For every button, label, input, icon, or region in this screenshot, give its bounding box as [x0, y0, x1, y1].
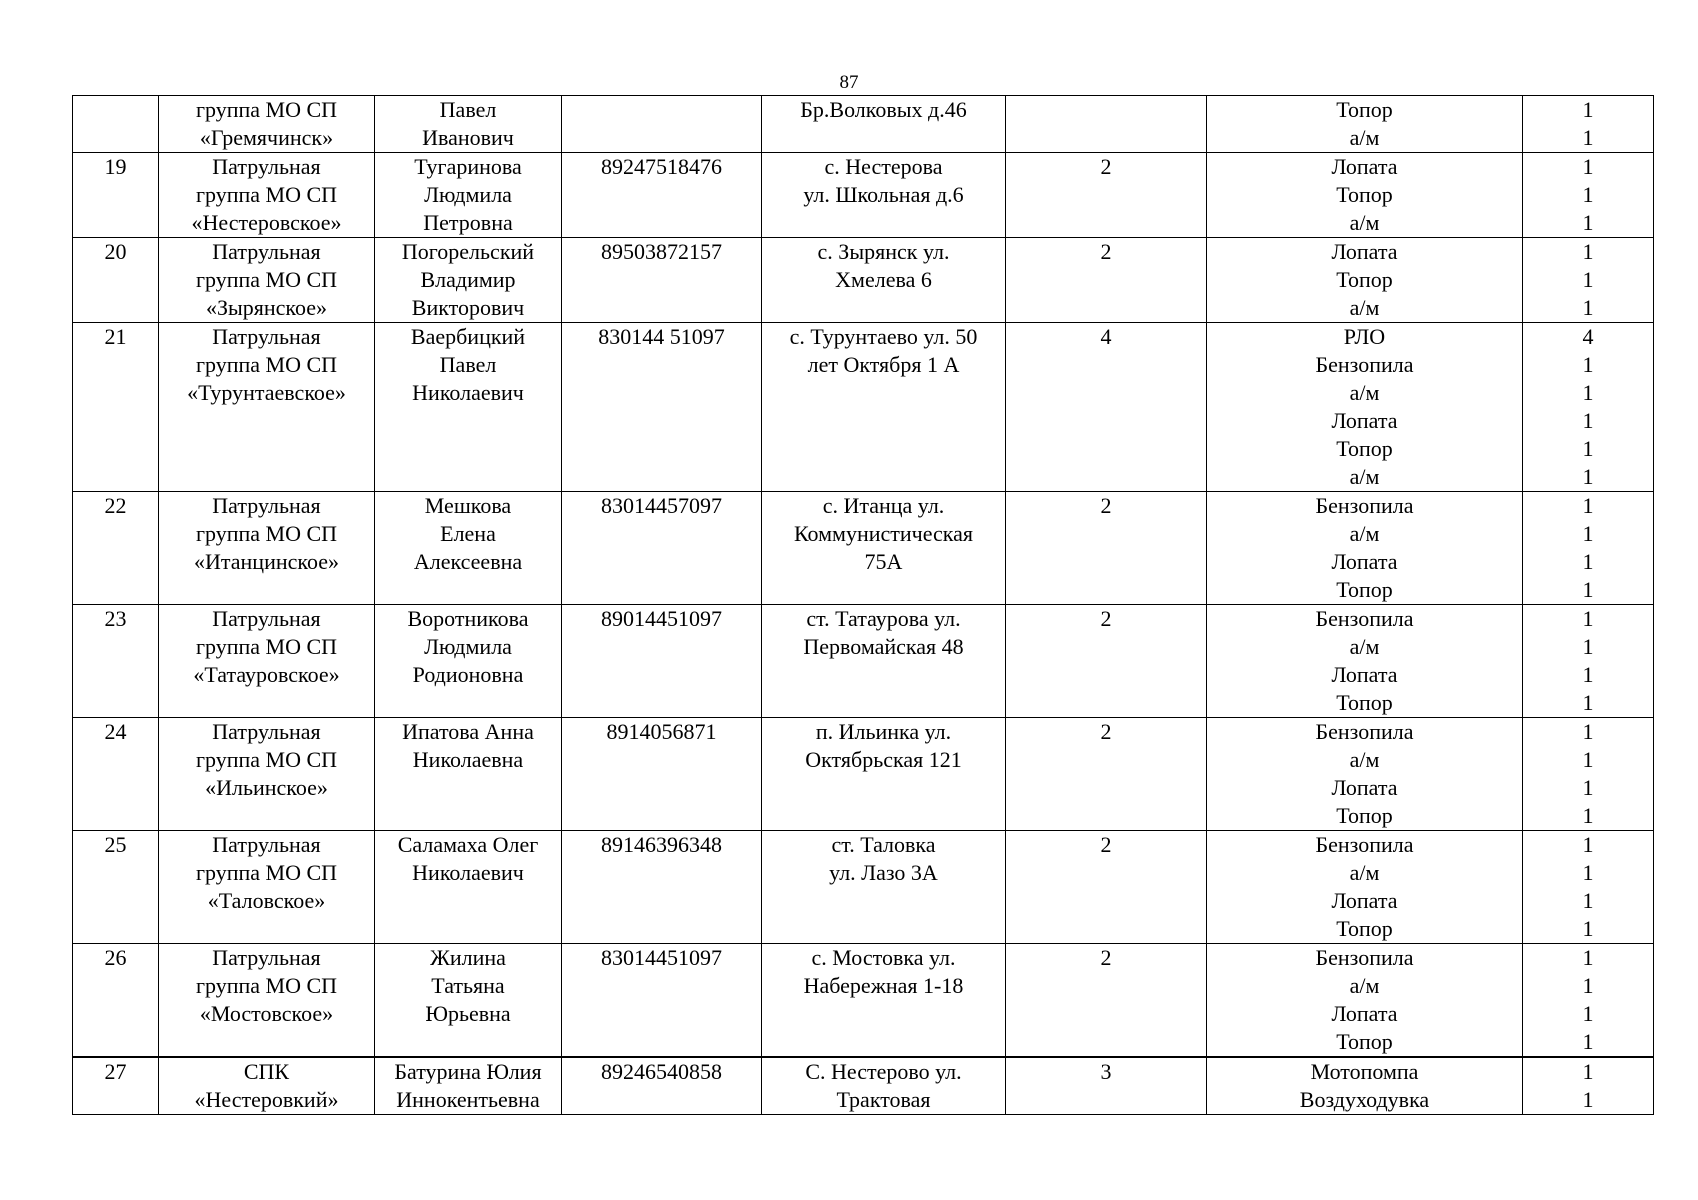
organization-line: Патрульная	[212, 719, 321, 744]
equipment-cell	[1207, 1057, 1523, 1115]
organization-line: группа МО СП	[195, 182, 338, 207]
staff-count-cell	[1006, 323, 1207, 492]
responsible-person-cell	[375, 944, 562, 1058]
responsible-person-line: Мешкова	[424, 493, 512, 518]
quantity-line: 1	[1582, 239, 1594, 264]
equipment-line: РЛО	[1343, 324, 1386, 349]
staff-count-line: 4	[1100, 324, 1112, 349]
responsible-person-cell	[375, 323, 562, 492]
organization-line: Патрульная	[212, 324, 321, 349]
phone-cell	[562, 944, 762, 1058]
equipment-line: Мотопомпа	[1310, 1059, 1419, 1084]
responsible-person-line: Викторович	[411, 295, 525, 320]
quantity-line: 4	[1582, 324, 1594, 349]
staff-count-line: 2	[1100, 945, 1112, 970]
responsible-person-line: Саламаха Олег	[397, 832, 539, 857]
phone-line: 83014451097	[601, 945, 722, 970]
quantity-line: 1	[1582, 97, 1594, 122]
organization-line: группа МО СП	[195, 634, 338, 659]
quantity-line: 1	[1582, 690, 1594, 715]
quantity-cell	[1523, 153, 1654, 238]
page-number: 87	[839, 72, 859, 93]
address-line: ст. Таловка	[831, 832, 936, 857]
equipment-cell	[1207, 944, 1523, 1058]
responsible-person-line: Родионовна	[412, 662, 524, 687]
row-number-cell	[73, 1057, 159, 1115]
quantity-line: 1	[1582, 380, 1594, 405]
quantity-line: 1	[1582, 549, 1594, 574]
row-number-line: 27	[104, 1059, 127, 1084]
responsible-person-line: Ваербицкий	[410, 324, 526, 349]
address-line: Бр.Волковых д.46	[800, 97, 967, 122]
quantity-line: 1	[1582, 210, 1594, 235]
equipment-line: Лопата	[1331, 888, 1398, 913]
responsible-person-line: Николаевич	[412, 860, 524, 885]
responsible-person-cell	[375, 718, 562, 831]
equipment-line: Бензопила	[1315, 719, 1414, 744]
address-cell	[762, 1057, 1006, 1115]
equipment-line: Лопата	[1331, 154, 1398, 179]
row-number-cell	[73, 492, 159, 605]
row-number-cell	[73, 238, 159, 323]
quantity-line: 1	[1582, 493, 1594, 518]
quantity-line: 1	[1582, 634, 1594, 659]
quantity-line: 1	[1582, 577, 1594, 602]
equipment-line: а/м	[1349, 125, 1380, 150]
quantity-cell	[1523, 831, 1654, 944]
row-number-cell	[73, 944, 159, 1058]
address-cell	[762, 153, 1006, 238]
organization-line: «Гремячинск»	[199, 125, 334, 150]
address-line: ул. Школьная д.6	[803, 182, 964, 207]
row-number-line: 19	[104, 154, 127, 179]
staff-count-line: 3	[1100, 1059, 1112, 1084]
organization-line: Патрульная	[212, 945, 321, 970]
equipment-cell	[1207, 492, 1523, 605]
organization-cell	[159, 153, 375, 238]
organization-cell	[159, 238, 375, 323]
staff-count-cell	[1006, 492, 1207, 605]
organization-line: Патрульная	[212, 832, 321, 857]
address-line: с. Турунтаево ул. 50	[789, 324, 978, 349]
organization-line: «Татауровское»	[193, 662, 340, 687]
equipment-cell	[1207, 605, 1523, 718]
row-number-cell	[73, 831, 159, 944]
organization-cell	[159, 944, 375, 1058]
staff-count-line: 2	[1100, 154, 1112, 179]
responsible-person-cell	[375, 831, 562, 944]
organization-line: группа МО СП	[195, 267, 338, 292]
equipment-line: Топор	[1336, 97, 1393, 122]
address-line: Октябрьская 121	[805, 747, 962, 772]
organization-cell	[159, 96, 375, 153]
row-number-line: 22	[104, 493, 127, 518]
table-row	[73, 492, 1654, 605]
organization-line: «Мостовское»	[199, 1001, 334, 1026]
quantity-line: 1	[1582, 888, 1594, 913]
quantity-line: 1	[1582, 295, 1594, 320]
row-number-cell	[73, 153, 159, 238]
equipment-line: а/м	[1349, 860, 1380, 885]
equipment-line: Топор	[1336, 182, 1393, 207]
equipment-line: Топор	[1336, 577, 1393, 602]
row-number-line: 23	[104, 606, 127, 631]
staff-count-cell	[1006, 1057, 1207, 1115]
address-line: с. Зырянск ул.	[817, 239, 950, 264]
equipment-cell	[1207, 153, 1523, 238]
quantity-cell	[1523, 718, 1654, 831]
responsible-person-line: Жилина	[430, 945, 506, 970]
responsible-person-line: Тугаринова	[414, 154, 522, 179]
staff-count-line: 2	[1100, 832, 1112, 857]
equipment-line: Лопата	[1331, 662, 1398, 687]
staff-count-cell	[1006, 153, 1207, 238]
staff-count-cell	[1006, 944, 1207, 1058]
organization-line: Патрульная	[212, 154, 321, 179]
equipment-line: а/м	[1349, 634, 1380, 659]
staff-count-cell	[1006, 718, 1207, 831]
row-number-line: 26	[104, 945, 127, 970]
row-number-cell	[73, 718, 159, 831]
table-row	[73, 718, 1654, 831]
organization-cell	[159, 831, 375, 944]
responsible-person-line: Татьяна	[431, 973, 505, 998]
quantity-line: 1	[1582, 973, 1594, 998]
phone-line: 8914056871	[606, 719, 717, 744]
organization-line: СПК	[243, 1059, 290, 1084]
responsible-person-cell	[375, 96, 562, 153]
address-line: с. Итанца ул.	[822, 493, 945, 518]
staff-count-line: 2	[1100, 239, 1112, 264]
responsible-person-line: Николаевна	[412, 747, 524, 772]
phone-cell	[562, 153, 762, 238]
equipment-line: Топор	[1336, 803, 1393, 828]
quantity-line: 1	[1582, 1001, 1594, 1026]
equipment-cell	[1207, 831, 1523, 944]
responsible-person-line: Погорельский	[401, 239, 535, 264]
address-line: ст. Татаурова ул.	[806, 606, 961, 631]
quantity-line: 1	[1582, 606, 1594, 631]
quantity-line: 1	[1582, 860, 1594, 885]
organization-line: «Зырянское»	[205, 295, 328, 320]
organization-line: группа МО СП	[195, 97, 338, 122]
quantity-line: 1	[1582, 521, 1594, 546]
equipment-line: Лопата	[1331, 1001, 1398, 1026]
table-row	[73, 238, 1654, 323]
address-line: С. Нестерово ул.	[805, 1059, 962, 1084]
address-cell	[762, 944, 1006, 1058]
equipment-line: Воздуходувка	[1299, 1087, 1430, 1112]
phone-line: 89246540858	[601, 1059, 722, 1084]
responsible-person-line: Ипатова Анна	[402, 719, 534, 744]
staff-count-cell	[1006, 96, 1207, 153]
quantity-line: 1	[1582, 832, 1594, 857]
quantity-line: 1	[1582, 719, 1594, 744]
address-line: Трактовая	[836, 1087, 931, 1112]
organization-cell	[159, 323, 375, 492]
address-line: Коммунистическая	[793, 521, 974, 546]
table-row	[73, 1057, 1654, 1115]
organization-line: группа МО СП	[195, 521, 338, 546]
table-row	[73, 831, 1654, 944]
staff-count-line: 2	[1100, 606, 1112, 631]
responsible-person-line: Владимир	[420, 267, 516, 292]
responsible-person-line: Людмила	[424, 634, 512, 659]
responsible-person-line: Иванович	[422, 125, 514, 150]
equipment-line: Топор	[1336, 1029, 1393, 1054]
organization-line: Патрульная	[212, 493, 321, 518]
staff-count-line: 2	[1100, 719, 1112, 744]
quantity-cell	[1523, 323, 1654, 492]
table-row	[73, 96, 1654, 153]
organization-line: группа МО СП	[195, 860, 338, 885]
responsible-person-cell	[375, 1057, 562, 1115]
equipment-line: а/м	[1349, 210, 1380, 235]
organization-line: «Турунтаевское»	[187, 380, 346, 405]
equipment-line: а/м	[1349, 521, 1380, 546]
organization-line: группа МО СП	[195, 747, 338, 772]
quantity-line: 1	[1582, 125, 1594, 150]
responsible-person-line: Батурина Юлия	[394, 1059, 542, 1084]
responsible-person-line: Елена	[440, 521, 496, 546]
address-line: Набережная 1-18	[803, 973, 964, 998]
organization-line: «Ильинское»	[205, 775, 328, 800]
phone-cell	[562, 831, 762, 944]
organization-line: Патрульная	[212, 606, 321, 631]
quantity-cell	[1523, 96, 1654, 153]
row-number-cell	[73, 96, 159, 153]
quantity-line: 1	[1582, 1029, 1594, 1054]
responsible-person-line: Воротникова	[407, 606, 529, 631]
organization-line: группа МО СП	[195, 352, 338, 377]
table-row	[73, 944, 1654, 1058]
equipment-cell	[1207, 238, 1523, 323]
row-number-line: 25	[104, 832, 127, 857]
address-line: ул. Лазо 3А	[829, 860, 938, 885]
quantity-cell	[1523, 238, 1654, 323]
equipment-line: Бензопила	[1315, 606, 1414, 631]
phone-line: 830144 51097	[598, 324, 725, 349]
organization-cell	[159, 605, 375, 718]
staff-count-cell	[1006, 605, 1207, 718]
equipment-line: а/м	[1349, 973, 1380, 998]
responsible-person-line: Юрьевна	[425, 1001, 511, 1026]
address-cell	[762, 492, 1006, 605]
row-number-cell	[73, 605, 159, 718]
address-line: Хмелева 6	[835, 267, 932, 292]
responsible-person-line: Николаевич	[412, 380, 524, 405]
row-number-line: 20	[104, 239, 127, 264]
equipment-line: Топор	[1336, 690, 1393, 715]
equipment-line: а/м	[1349, 464, 1380, 489]
quantity-line: 1	[1582, 154, 1594, 179]
quantity-line: 1	[1582, 1087, 1594, 1112]
address-cell	[762, 831, 1006, 944]
organization-cell	[159, 1057, 375, 1115]
responsible-person-line: Петровна	[423, 210, 513, 235]
organization-line: «Итанцинское»	[194, 549, 339, 574]
equipment-line: Бензопила	[1315, 832, 1414, 857]
quantity-line: 1	[1582, 662, 1594, 687]
organization-line: группа МО СП	[195, 973, 338, 998]
equipment-cell	[1207, 718, 1523, 831]
quantity-line: 1	[1582, 464, 1594, 489]
address-line: с. Нестерова	[824, 154, 943, 179]
phone-line: 89247518476	[601, 154, 722, 179]
organization-cell	[159, 492, 375, 605]
quantity-line: 1	[1582, 803, 1594, 828]
phone-line: 89014451097	[601, 606, 722, 631]
quantity-line: 1	[1582, 408, 1594, 433]
quantity-line: 1	[1582, 267, 1594, 292]
equipment-line: Топор	[1336, 436, 1393, 461]
quantity-line: 1	[1582, 775, 1594, 800]
responsible-person-line: Павел	[439, 97, 497, 122]
equipment-line: Бензопила	[1315, 493, 1414, 518]
address-line: лет Октября 1 А	[807, 352, 960, 377]
address-cell	[762, 96, 1006, 153]
organization-line: «Нестеровское»	[191, 210, 342, 235]
organization-line: «Таловское»	[207, 888, 326, 913]
equipment-line: Лопата	[1331, 775, 1398, 800]
phone-cell	[562, 492, 762, 605]
row-number-line: 24	[104, 719, 127, 744]
quantity-cell	[1523, 492, 1654, 605]
address-cell	[762, 605, 1006, 718]
quantity-cell	[1523, 944, 1654, 1058]
equipment-line: Лопата	[1331, 549, 1398, 574]
responsible-person-line: Алексеевна	[413, 549, 523, 574]
phone-line: 83014457097	[601, 493, 722, 518]
phone-line: 89146396348	[601, 832, 722, 857]
phone-line: 89503872157	[601, 239, 722, 264]
responsible-person-cell	[375, 238, 562, 323]
equipment-line: Лопата	[1331, 239, 1398, 264]
equipment-line: Бензопила	[1315, 945, 1414, 970]
equipment-line: Лопата	[1331, 408, 1398, 433]
equipment-line: а/м	[1349, 380, 1380, 405]
phone-cell	[562, 1057, 762, 1115]
organization-cell	[159, 718, 375, 831]
responsible-person-line: Людмила	[424, 182, 512, 207]
row-number-cell	[73, 323, 159, 492]
address-line: Первомайская 48	[803, 634, 964, 659]
phone-cell	[562, 238, 762, 323]
row-number-line: 21	[104, 324, 127, 349]
quantity-line: 1	[1582, 747, 1594, 772]
equipment-line: а/м	[1349, 295, 1380, 320]
equipment-line: Бензопила	[1315, 352, 1414, 377]
organization-line: «Нестеровкий»	[194, 1087, 339, 1112]
table-row	[73, 605, 1654, 718]
address-line: 75А	[864, 549, 903, 574]
phone-cell	[562, 96, 762, 153]
table-row	[73, 153, 1654, 238]
phone-cell	[562, 605, 762, 718]
equipment-line: Топор	[1336, 916, 1393, 941]
equipment-cell	[1207, 96, 1523, 153]
staff-count-line: 2	[1100, 493, 1112, 518]
quantity-cell	[1523, 1057, 1654, 1115]
table-row	[73, 323, 1654, 492]
responsible-person-cell	[375, 605, 562, 718]
equipment-line: а/м	[1349, 747, 1380, 772]
quantity-line: 1	[1582, 182, 1594, 207]
phone-cell	[562, 718, 762, 831]
responsible-person-line: Павел	[439, 352, 497, 377]
responsible-person-line: Иннокентьевна	[396, 1087, 540, 1112]
phone-cell	[562, 323, 762, 492]
address-line: с. Мостовка ул.	[811, 945, 956, 970]
responsible-person-cell	[375, 153, 562, 238]
patrol-groups-table	[72, 95, 1654, 1115]
staff-count-cell	[1006, 238, 1207, 323]
equipment-cell	[1207, 323, 1523, 492]
address-cell	[762, 323, 1006, 492]
address-cell	[762, 718, 1006, 831]
quantity-line: 1	[1582, 916, 1594, 941]
address-line: п. Ильинка ул.	[815, 719, 952, 744]
quantity-line: 1	[1582, 436, 1594, 461]
organization-line: Патрульная	[212, 239, 321, 264]
quantity-cell	[1523, 605, 1654, 718]
quantity-line: 1	[1582, 352, 1594, 377]
quantity-line: 1	[1582, 1059, 1594, 1084]
responsible-person-cell	[375, 492, 562, 605]
quantity-line: 1	[1582, 945, 1594, 970]
staff-count-cell	[1006, 831, 1207, 944]
equipment-line: Топор	[1336, 267, 1393, 292]
address-cell	[762, 238, 1006, 323]
